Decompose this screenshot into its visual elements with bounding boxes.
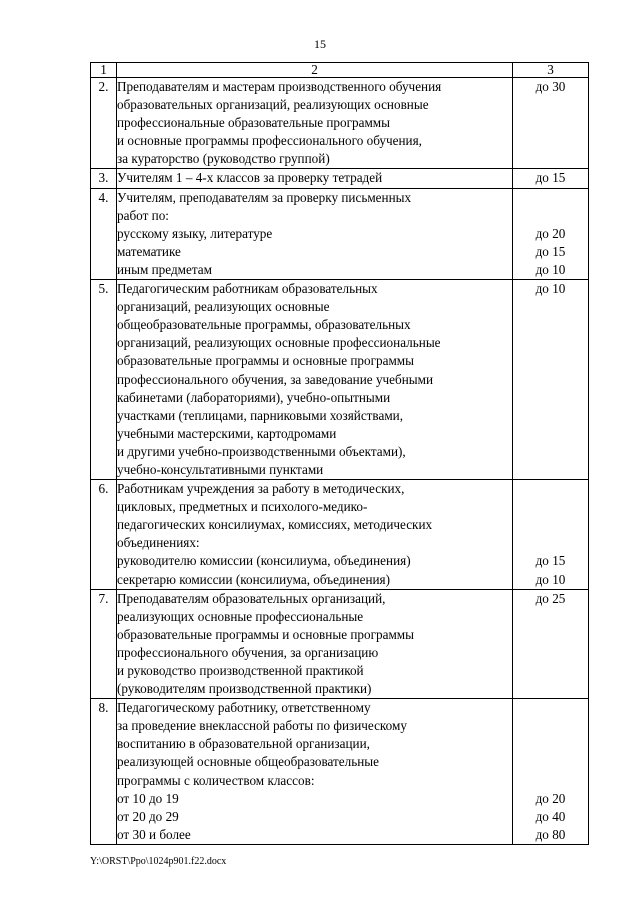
value-line: до 10 [535, 281, 566, 297]
value-spacer [513, 96, 588, 114]
header-col2: 2 [117, 63, 513, 78]
value-spacer [513, 680, 588, 698]
description-line: от 10 до 19 [117, 790, 179, 806]
description-line: объединениях: [117, 535, 200, 551]
description-line: Преподавателям и мастерам производственного обучения [117, 79, 442, 94]
row-description [117, 280, 513, 480]
value-spacer [513, 114, 588, 132]
value-spacer [513, 498, 588, 516]
row-value [513, 169, 589, 188]
value-line: до 10 [535, 571, 566, 587]
row-number: 2. [91, 78, 117, 169]
header-col1: 1 [91, 63, 117, 78]
table-row [91, 589, 589, 699]
value-spacer [513, 298, 588, 316]
description-line: учебными мастерскими, картодромами [117, 425, 337, 441]
row-number: 6. [91, 480, 117, 590]
description-line: и другими учебно-производственными объектами), [117, 443, 406, 459]
description-line: (руководителям производственной практики) [117, 681, 372, 697]
description-line: математике [117, 243, 181, 259]
value-spacer [513, 407, 588, 425]
row-number: 7. [91, 589, 117, 699]
value-spacer [513, 480, 588, 498]
row-description [117, 589, 513, 699]
value-spacer [513, 425, 588, 443]
row-number: 3. [91, 169, 117, 188]
value-line: до 40 [535, 808, 566, 824]
value-spacer [513, 717, 588, 735]
value-spacer [513, 608, 588, 626]
description-line: работ по: [117, 207, 169, 223]
row-value [513, 280, 589, 480]
value-spacer [513, 316, 588, 334]
table-row [91, 78, 589, 169]
description-line: образовательные программы и основные программы [117, 353, 414, 369]
value-line: до 25 [535, 590, 566, 606]
table-row [91, 280, 589, 480]
description-line: общеобразовательные программы, образовательных [117, 317, 411, 333]
row-value [513, 188, 589, 279]
value-line: до 15 [535, 243, 566, 259]
header-col3: 3 [513, 63, 589, 78]
description-line: иным предметам [117, 261, 212, 277]
description-line: за проведение внеклассной работы по физическому [117, 718, 407, 734]
description-line: русскому языку, литературе [117, 225, 273, 241]
description-line: программы с количеством классов: [117, 772, 315, 788]
description-line: педагогических консилиумах, комиссиях, методических [117, 517, 433, 533]
value-spacer [513, 334, 588, 352]
table-row [91, 169, 589, 188]
description-line: от 30 и более [117, 826, 191, 842]
description-line: учебно-консультативными пунктами [117, 461, 324, 477]
description-line: профессионального обучения, за организацию [117, 644, 379, 660]
row-description [117, 188, 513, 279]
value-line: до 80 [535, 826, 566, 842]
table-header-row [91, 63, 589, 78]
description-line: за кураторство (руководство группой) [117, 151, 330, 167]
row-number: 5. [91, 280, 117, 480]
file-path-footer: Y:\ORST\Ppo\1024p901.f22.docx [90, 856, 227, 867]
value-spacer [513, 626, 588, 644]
description-line: и руководство производственной практикой [117, 663, 364, 678]
description-line: Работникам учреждения за работу в методических, [117, 481, 405, 497]
description-line: воспитанию в образовательной организации, [117, 736, 370, 752]
description-line: организаций, реализующих основные профессиональные [117, 335, 441, 351]
value-line: до 30 [535, 79, 566, 94]
description-line: Педагогическим работникам образовательных [117, 281, 378, 297]
value-spacer [513, 132, 588, 150]
row-value [513, 78, 589, 169]
value-line: до 10 [535, 261, 566, 277]
value-line: до 20 [535, 790, 566, 806]
description-line: Преподавателям образовательных организаций, [117, 590, 386, 606]
value-spacer [513, 352, 588, 370]
description-line: образовательные программы и основные программы [117, 626, 414, 642]
description-line: реализующей основные общеобразовательные [117, 754, 380, 770]
table-row [91, 699, 589, 845]
row-number: 8. [91, 699, 117, 845]
description-line: Учителям 1 – 4-х классов за проверку тетрадей [117, 170, 383, 186]
value-spacer [513, 516, 588, 534]
description-line: реализующих основные профессиональные [117, 608, 364, 624]
description-line: участками (теплицами, парниковыми хозяйствами, [117, 407, 404, 423]
row-description [117, 699, 513, 845]
table-row [91, 480, 589, 590]
row-number: 4. [91, 188, 117, 279]
description-line: кабинетами (лабораториями), учебно-опытными [117, 389, 391, 405]
description-line: и основные программы профессионального обучения, [117, 133, 422, 149]
row-description [117, 169, 513, 188]
value-spacer [513, 699, 588, 717]
row-value [513, 589, 589, 699]
value-spacer [513, 753, 588, 771]
value-spacer [513, 150, 588, 168]
value-spacer [513, 207, 588, 225]
row-value [513, 480, 589, 590]
description-line: профессионального обучения, за заведование учебными [117, 371, 434, 387]
value-line: до 20 [535, 225, 566, 241]
description-line: организаций, реализующих основные [117, 299, 330, 315]
value-spacer [513, 389, 588, 407]
value-spacer [513, 189, 588, 207]
description-line: от 20 до 29 [117, 808, 179, 824]
description-line: секретарю комиссии (консилиума, объединения) [117, 571, 391, 587]
description-line: образовательных организаций, реализующих основные [117, 97, 429, 113]
value-spacer [513, 461, 588, 479]
value-spacer [513, 772, 588, 790]
row-description [117, 480, 513, 590]
page-number: 15 [314, 37, 326, 51]
value-line: до 15 [535, 553, 566, 569]
allowance-table [90, 62, 589, 845]
value-spacer [513, 534, 588, 552]
description-line: профессиональные образовательные программы [117, 115, 390, 131]
description-line: Учителям, преподавателям за проверку письменных [117, 189, 412, 205]
description-line: цикловых, предметных и психолого-медико- [117, 499, 368, 515]
table-row [91, 188, 589, 279]
value-spacer [513, 644, 588, 662]
row-value [513, 699, 589, 845]
value-line: до 15 [535, 170, 566, 186]
value-spacer [513, 443, 588, 461]
value-spacer [513, 735, 588, 753]
description-line: руководителю комиссии (консилиума, объединения) [117, 553, 411, 569]
description-line: Педагогическому работнику, ответственному [117, 700, 371, 716]
row-description [117, 78, 513, 169]
value-spacer [513, 371, 588, 389]
value-spacer [513, 662, 588, 680]
